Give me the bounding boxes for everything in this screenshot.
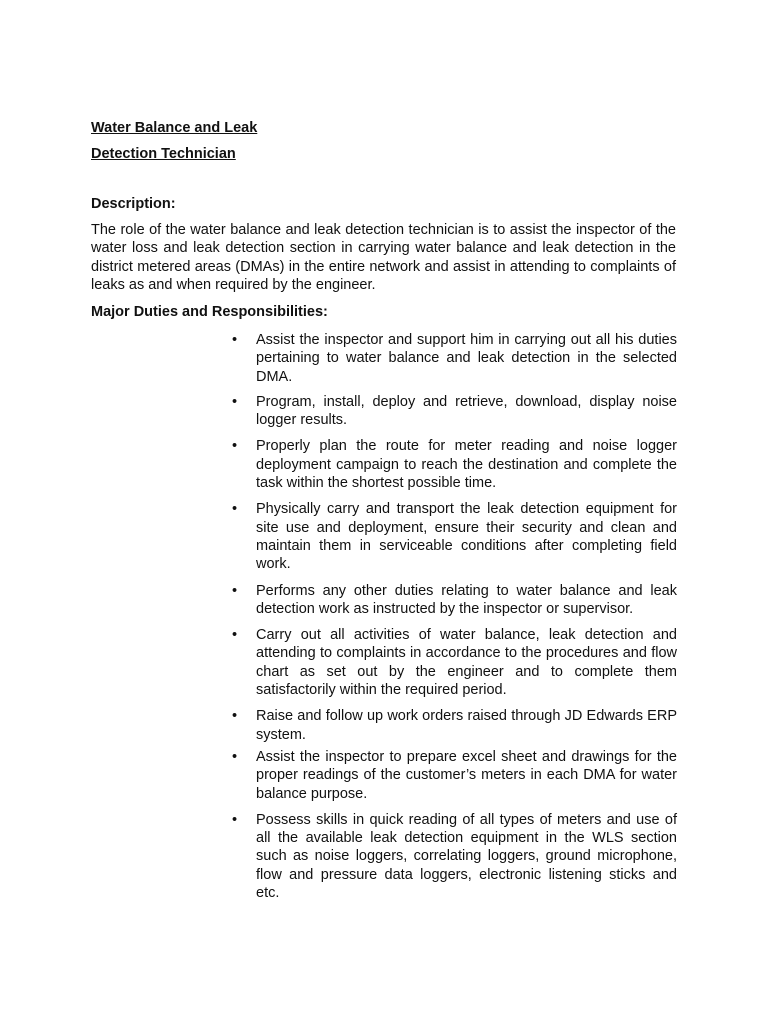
duty-item [230, 626, 677, 699]
duty-item [230, 748, 677, 803]
duty-item [230, 582, 677, 619]
description-text: The role of the water balance and leak detection technician is to assist the inspector of the water loss and leak detection section in carrying water balance and leak detection in the district metered areas (DMAs) in the entire network and assist in attending to complaints of leaks as and when required by the engineer. [91, 222, 676, 293]
duty-text: Carry out all activities of water balance, leak detection and attending to complaints in accordance to the procedures and flow chart as set out by the engineer and to complete them satisfactorily within the required period. [256, 627, 677, 699]
bullet-icon: • [232, 708, 238, 725]
duty-item [230, 500, 677, 573]
bullet-icon: • [232, 393, 238, 410]
bullet-icon: • [232, 332, 238, 348]
duty-item [230, 331, 677, 386]
duty-item [230, 393, 677, 430]
duty-text: Properly plan the route for meter reading and noise logger deployment campaign to reach the destination and complete the task within the shortest possible time. [256, 438, 677, 492]
duty-item [230, 437, 677, 492]
bullet-icon: • [232, 582, 238, 599]
duties-heading: Major Duties and Responsibilities: [91, 304, 328, 320]
bullet-icon: • [232, 627, 238, 644]
duty-text: Program, install, deploy and retrieve, download, display noise logger results. [256, 393, 677, 429]
duties-list [230, 331, 677, 902]
duty-text: Assist the inspector to prepare excel sheet and drawings for the proper readings of the customer’s meters in each DMA for water balance purpose. [256, 748, 677, 802]
duty-text: Physically carry and transport the leak detection equipment for site use and deployment, ensure their security and clean and maintain them in serviceable conditions after completing field work. [256, 501, 677, 573]
duty-text: Performs any other duties relating to water balance and leak detection work as instructed by the inspector or supervisor. [256, 582, 677, 617]
bullet-icon: • [232, 748, 238, 765]
duty-text: Assist the inspector and support him in carrying out all his duties pertaining to water balance and leak detection in the selected DMA. [256, 332, 677, 385]
document-title-line-1: Water Balance and Leak [91, 120, 258, 136]
bullet-icon: • [232, 438, 238, 455]
duty-text: Raise and follow up work orders raised through JD Edwards ERP system. [256, 708, 677, 743]
document-title-line-2: Detection Technician [91, 146, 236, 162]
bullet-icon: • [232, 811, 238, 828]
duty-text: Possess skills in quick reading of all types of meters and use of all the available leak detection equipment in the WLS section such as noise loggers, correlating loggers, ground microphone, flow and pressure data loggers, electronic listening sticks and etc. [256, 811, 677, 902]
description-heading: Description: [91, 196, 176, 212]
bullet-icon: • [232, 501, 238, 518]
duty-item [230, 707, 677, 744]
duty-item [230, 811, 677, 902]
